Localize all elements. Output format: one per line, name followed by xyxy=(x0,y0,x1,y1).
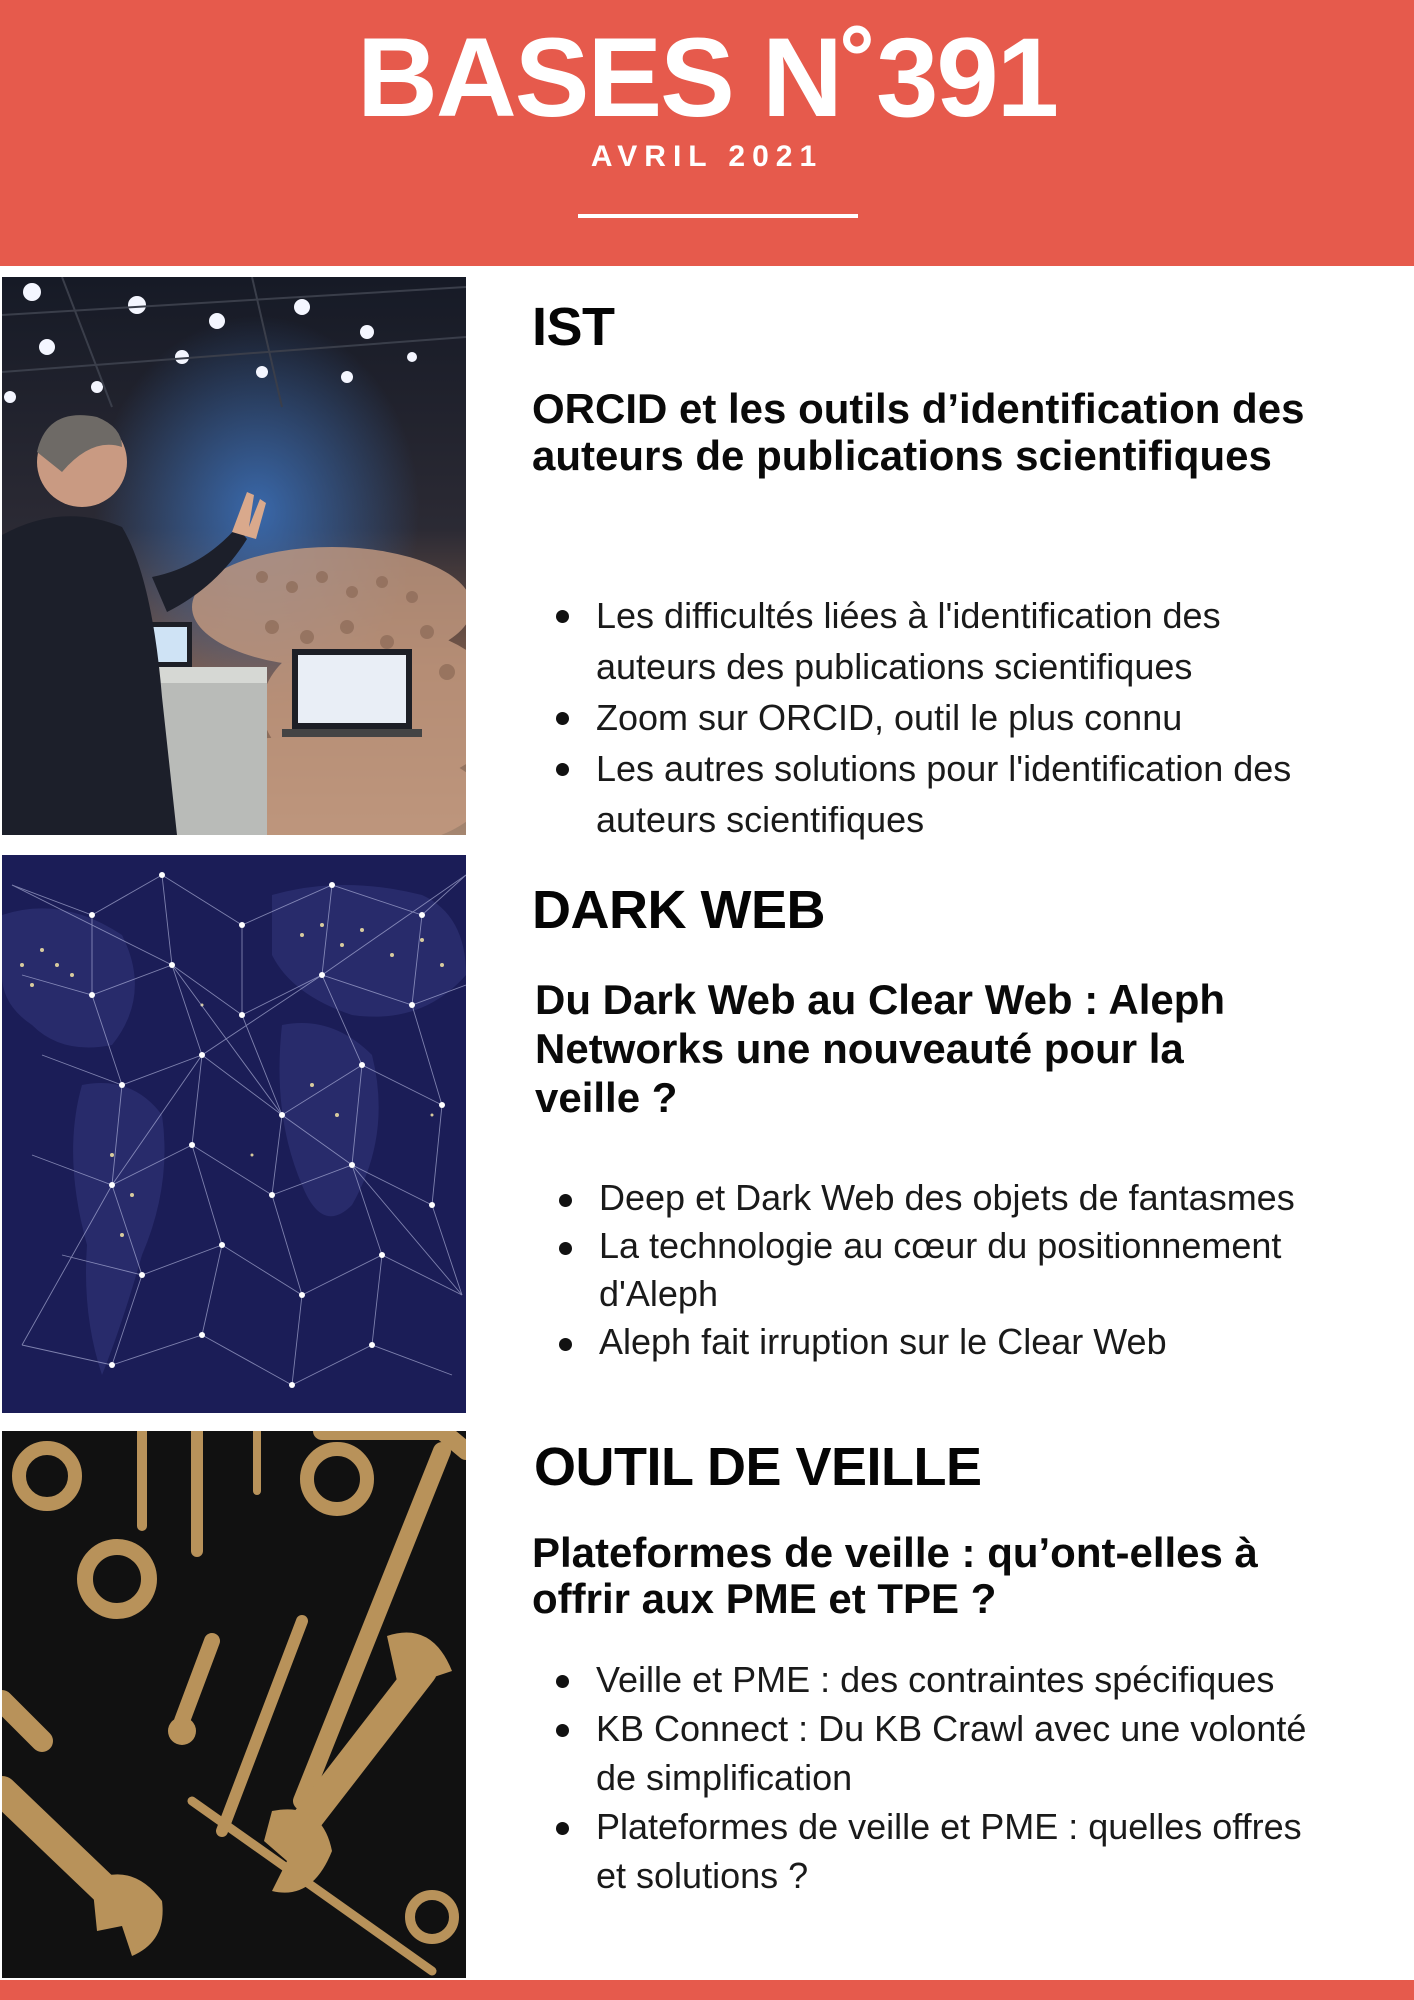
issue-date: AVRIL 2021 xyxy=(590,140,824,173)
conference-speaker-photo xyxy=(2,277,466,835)
list-item: Zoom sur ORCID, outil le plus connu xyxy=(532,692,1332,743)
list-item: Les difficultés liées à l'identification des auteurs des publications scientifiques xyxy=(532,590,1332,692)
list-item: Les autres solutions pour l'identification des auteurs scientifiques xyxy=(532,743,1332,845)
golden-tools-photo xyxy=(2,1431,466,1978)
list-item: Deep et Dark Web des objets de fantasmes xyxy=(535,1174,1395,1222)
section-title-ist: IST xyxy=(532,297,615,357)
section-title-outil-de-veille: OUTIL DE VEILLE xyxy=(534,1437,982,1497)
article-title-plateformes: Plateformes de veille : qu’ont-elles à offrir aux PME et TPE ? xyxy=(532,1529,1258,1622)
list-item: La technologie au cœur du positionnement d'Aleph xyxy=(535,1222,1395,1318)
article-summary-list xyxy=(535,1174,1395,1366)
list-item: KB Connect : Du KB Crawl avec une volonté de simplification xyxy=(532,1704,1332,1802)
page-title: BASES N˚391 xyxy=(356,15,1058,140)
list-item: Aleph fait irruption sur le Clear Web xyxy=(535,1318,1395,1366)
article-title-aleph: Du Dark Web au Clear Web : Aleph Networks une nouveauté pour la veille ? xyxy=(535,976,1226,1121)
list-item: Plateformes de veille et PME : quelles offres et solutions ? xyxy=(532,1802,1332,1900)
footer-bar xyxy=(0,1980,1414,2000)
section-title-dark-web: DARK WEB xyxy=(532,880,825,940)
list-item: Veille et PME : des contraintes spécifiques xyxy=(532,1655,1332,1704)
article-title-orcid: ORCID et les outils d’identification des auteurs de publications scientifiques xyxy=(532,385,1305,479)
article-summary-list xyxy=(532,1655,1332,1900)
header-banner xyxy=(0,0,1414,266)
header-divider xyxy=(578,214,858,218)
article-summary-list xyxy=(532,590,1332,845)
world-network-map-photo xyxy=(2,855,466,1413)
